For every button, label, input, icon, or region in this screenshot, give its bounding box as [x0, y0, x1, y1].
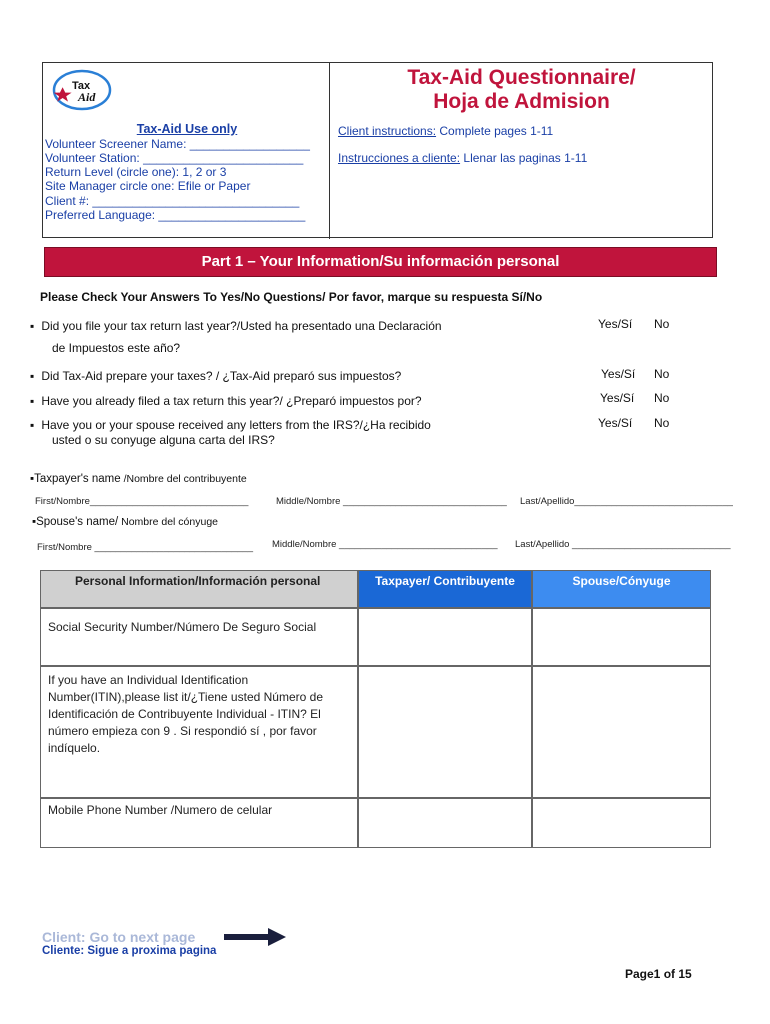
client-instructions-label: Client instructions: [338, 124, 437, 138]
question-1-line2: de Impuestos este año? [52, 341, 181, 355]
yes-no-instructions: Please Check Your Answers To Yes/No Questions/ Por favor, marque su respuesta Sí/No [40, 290, 543, 304]
table-header-taxpayer: Taxpayer/ Contribuyente [358, 570, 532, 608]
instrucciones-cliente [338, 151, 587, 165]
bullet-icon: ▪ [30, 394, 35, 408]
bullet-icon: ▪ [30, 473, 35, 485]
right-arrow-icon [222, 926, 288, 948]
mobile-phone-label: Mobile Phone Number /Numero de celular [48, 803, 273, 817]
bullet-icon: ▪ [30, 418, 35, 432]
svg-text:Tax: Tax [72, 80, 91, 92]
question-3-text: Have you already filed a tax return this year?/ ¿Preparó impuestos por? [41, 394, 422, 408]
question-1-text: Did you file your tax return last year?/Usted ha presentado una Declaración [41, 319, 442, 333]
question-4-text: Have you or your spouse received any letters from the IRS?/¿Ha recibido [41, 418, 431, 432]
bullet-icon: ▪ [30, 369, 35, 383]
title-line2: Hoja de Admision [433, 90, 610, 113]
page-number: Page1 of 15 [625, 967, 692, 981]
screener-name-field[interactable]: Volunteer Screener Name: __________________ [45, 137, 310, 151]
bullet-icon: ▪ [30, 319, 35, 333]
taxpayer-last-name[interactable]: Last/Apellido______________________________ [520, 496, 733, 507]
spouse-name-label: ▪Spouse's name/ Nombre del cónyuge [32, 516, 218, 528]
part1-banner: Part 1 – Your Information/Su información personal [44, 247, 717, 277]
return-level-field[interactable]: Return Level (circle one): 1, 2 or 3 [45, 165, 227, 179]
question-1-yes[interactable]: Yes/Sí [598, 317, 633, 331]
instrucciones-label: Instrucciones a cliente: [338, 151, 461, 165]
title-line1: Tax-Aid Questionnaire/ [407, 66, 636, 89]
spouse-ssn-cell[interactable] [532, 608, 711, 666]
sigue-proxima-pagina: Cliente: Sigue a proxima pagina [42, 945, 217, 957]
question-4 [30, 418, 431, 432]
client-number-field[interactable]: Client #: _______________________________ [45, 194, 300, 208]
question-2-yes[interactable]: Yes/Sí [601, 367, 636, 381]
client-instructions-text: Complete pages 1-11 [436, 124, 554, 138]
instrucciones-text: Llenar las paginas 1-11 [460, 151, 588, 165]
question-2-no[interactable]: No [654, 367, 670, 381]
table-row [40, 666, 358, 798]
spouse-last-name[interactable]: Last/Apellido ______________________________ [515, 539, 731, 550]
client-instructions [338, 124, 553, 138]
table-row [40, 608, 358, 666]
itin-label: If you have an Individual Identification Number(ITIN),please list it/¿Tiene usted Número de Identificación de Contribuyente Individual - ITIN? El número empieza con 9 . Si respondió sí , por favor indíquelo. [48, 673, 323, 755]
spouse-itin-cell[interactable] [532, 666, 711, 798]
svg-text:Aid: Aid [78, 90, 96, 104]
question-1-no[interactable]: No [654, 317, 670, 331]
spouse-middle-name[interactable]: Middle/Nombre ______________________________ [272, 539, 498, 550]
question-2 [30, 369, 401, 383]
bullet-icon: ▪ [32, 516, 37, 528]
taxpayer-itin-cell[interactable] [358, 666, 532, 798]
tax-aid-logo [50, 68, 114, 112]
question-3-yes[interactable]: Yes/Sí [600, 391, 635, 405]
taxpayer-ssn-cell[interactable] [358, 608, 532, 666]
spouse-phone-cell[interactable] [532, 798, 711, 848]
personal-info-table [40, 570, 711, 848]
table-row [40, 798, 358, 848]
volunteer-station-field[interactable]: Volunteer Station: ________________________ [45, 151, 304, 165]
taxpayer-middle-name[interactable]: Middle/Nombre _______________________________ [276, 496, 507, 507]
question-4-no[interactable]: No [654, 416, 670, 430]
table-header-spouse: Spouse/Cónyuge [532, 570, 711, 608]
go-to-next-page: Client: Go to next page [42, 929, 196, 945]
question-1 [30, 319, 442, 333]
question-2-text: Did Tax-Aid prepare your taxes? / ¿Tax-Aid preparó sus impuestos? [41, 369, 402, 383]
question-3 [30, 394, 422, 408]
taxpayer-first-name[interactable]: First/Nombre______________________________ [35, 496, 249, 507]
taxpayer-name-label: ▪Taxpayer's name /Nombre del contribuyente [30, 473, 247, 485]
spouse-first-name[interactable]: First/Nombre ______________________________ [37, 542, 254, 553]
taxpayer-phone-cell[interactable] [358, 798, 532, 848]
preferred-language-field[interactable]: Preferred Language: ______________________ [45, 208, 306, 222]
use-only-heading: Tax-Aid Use only [136, 122, 238, 136]
question-4-yes[interactable]: Yes/Sí [598, 416, 633, 430]
site-manager-field[interactable]: Site Manager circle one: Efile or Paper [45, 179, 251, 193]
question-4-line2: usted o su conyuge alguna carta del IRS? [52, 433, 275, 447]
ssn-label: Social Security Number/Número De Seguro Social [48, 620, 317, 634]
question-3-no[interactable]: No [654, 391, 670, 405]
table-header-personal-info: Personal Information/Información personal [40, 570, 358, 608]
